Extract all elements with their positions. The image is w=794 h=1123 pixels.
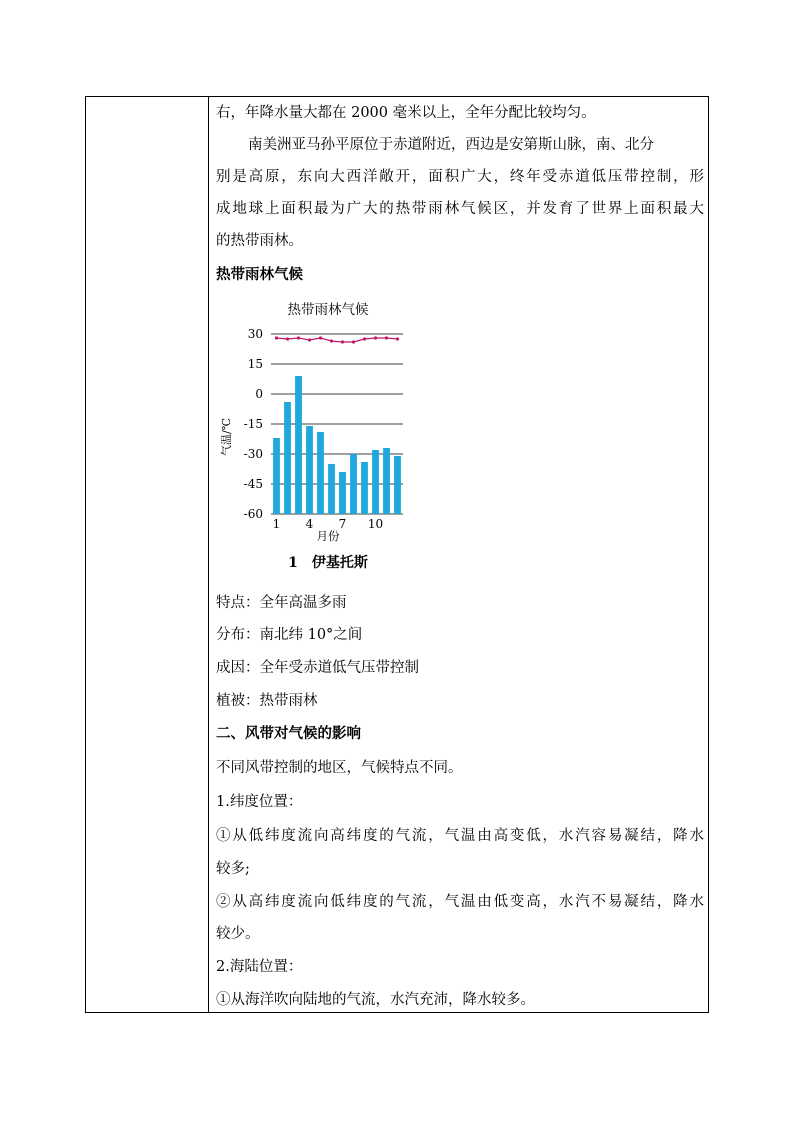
feature-line: 成因：全年受赤道低气压带控制 — [216, 660, 419, 676]
text-line: ①从海洋吹向陆地的气流，水汽充沛，降水较多。 — [216, 992, 535, 1008]
text-line: ②从高纬度流向低纬度的气流，气温由低变高，水汽不易凝结，降水 — [216, 894, 704, 910]
y-axis-label: 气温/℃ — [220, 417, 233, 457]
y-tick-label: -60 — [243, 507, 263, 521]
temperature-point — [308, 338, 311, 341]
section-heading: 二、风带对气候的影响 — [216, 725, 361, 742]
bar — [284, 402, 291, 514]
x-tick-label: 7 — [338, 517, 347, 531]
y-tick-label: -45 — [243, 477, 263, 491]
x-tick-label: 1 — [272, 517, 281, 531]
bar — [394, 456, 401, 514]
x-tick-label: 10 — [367, 517, 384, 531]
text-line: 2.海陆位置： — [216, 959, 303, 975]
temperature-point — [275, 336, 278, 339]
bar — [317, 432, 324, 514]
temperature-point — [297, 336, 300, 339]
bar — [273, 438, 280, 514]
climate-chart — [216, 297, 416, 577]
temperature-point — [374, 336, 377, 339]
temperature-point — [363, 337, 366, 340]
text-line: 较少。 — [216, 926, 260, 942]
bar — [295, 376, 302, 514]
y-tick-label: 15 — [247, 357, 263, 371]
chart-caption: 1 伊基托斯 — [288, 555, 368, 571]
text-line: 成地球上面积最为广大的热带雨林气候区，并发育了世界上面积最大 — [216, 201, 704, 217]
text-line: 的热带雨林。 — [216, 233, 303, 249]
climate-chart-svg — [216, 297, 416, 577]
y-tick-label: -30 — [243, 447, 263, 461]
section-heading: 热带雨林气候 — [216, 266, 303, 283]
bar — [350, 454, 357, 514]
feature-line: 特点：全年高温多雨 — [216, 595, 347, 611]
x-axis-label: 月份 — [316, 529, 340, 543]
text-line: 较多; — [216, 861, 250, 877]
feature-line: 植被：热带雨林 — [216, 693, 318, 709]
text-line: 右，年降水量大都在 2000 毫米以上，全年分配比较均匀。 — [216, 105, 596, 121]
y-tick-label: 30 — [247, 327, 263, 341]
chart-title: 热带雨林气候 — [287, 302, 369, 318]
y-tick-label: 0 — [255, 387, 263, 401]
text-line: 别是高原，东向大西洋敞开，面积广大，终年受赤道低压带控制，形 — [216, 169, 704, 185]
temperature-line — [277, 338, 398, 342]
bar — [383, 448, 390, 514]
temperature-point — [330, 339, 333, 342]
text-line: 1.纬度位置： — [216, 794, 303, 810]
bar — [328, 464, 335, 514]
x-tick-label: 4 — [305, 517, 314, 531]
temperature-point — [352, 340, 355, 343]
feature-line: 分布：南北纬 10°之间 — [216, 627, 363, 643]
text-line: ①从低纬度流向高纬度的气流，气温由高变低，水汽容易凝结，降水 — [216, 828, 704, 844]
bar — [306, 426, 313, 514]
bar — [372, 450, 379, 514]
document-table — [85, 96, 709, 1013]
y-tick-label: -15 — [243, 417, 263, 431]
column-divider — [208, 97, 209, 1012]
temperature-point — [341, 340, 344, 343]
text-line: 不同风带控制的地区，气候特点不同。 — [216, 760, 463, 776]
text-line: 南美洲亚马孙平原位于赤道附近，西边是安第斯山脉，南、北分 — [248, 137, 654, 153]
bar — [361, 462, 368, 514]
temperature-point — [385, 336, 388, 339]
temperature-point — [319, 336, 322, 339]
temperature-point — [286, 337, 289, 340]
temperature-point — [396, 337, 399, 340]
bar — [339, 472, 346, 514]
